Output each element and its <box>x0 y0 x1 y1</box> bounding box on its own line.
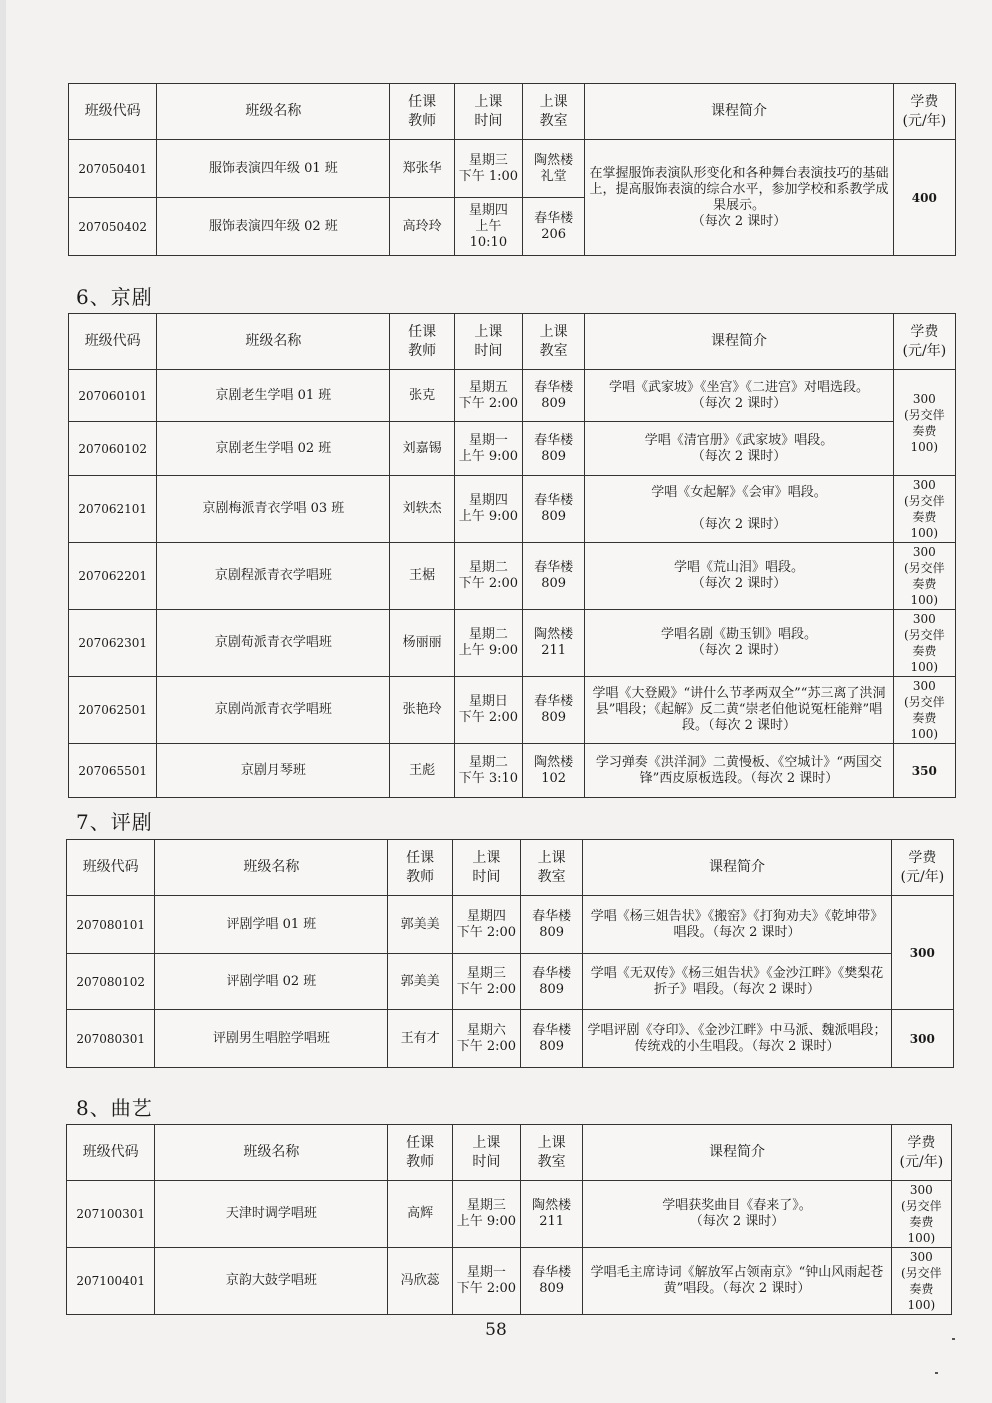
course-description: 学唱《无双传》《杨三姐告状》《金沙江畔》《樊梨花折子》唱段。（每次 2 课时） <box>583 954 891 1010</box>
class-name: 评剧学唱 01 班 <box>155 896 388 954</box>
teacher: 郭美美 <box>388 896 452 954</box>
class-name: 天津时调学唱班 <box>155 1181 388 1248</box>
class-name: 京剧尚派青衣学唱班 <box>157 677 390 744</box>
table-row <box>69 543 956 610</box>
tuition-fee: 300 (另交伴 奏费 100) <box>893 370 955 476</box>
course-description: 学唱名剧《勘玉钏》唱段。 （每次 2 课时） <box>585 610 893 677</box>
class-code: 207062201 <box>69 543 157 610</box>
classroom: 春华楼 809 <box>523 677 585 744</box>
class-code: 207080301 <box>67 1010 155 1068</box>
classroom: 春华楼 809 <box>521 1010 583 1068</box>
class-time: 星期二 上午 9:00 <box>454 610 522 677</box>
classroom: 春华楼 809 <box>523 370 585 422</box>
header-teacher: 任课 教师 <box>390 84 454 140</box>
header-code: 班级代码 <box>67 1125 155 1181</box>
teacher: 王有才 <box>388 1010 452 1068</box>
table-row <box>69 744 956 798</box>
classroom: 春华楼 809 <box>521 954 583 1010</box>
class-name: 京剧程派青衣学唱班 <box>157 543 390 610</box>
header-row <box>67 1125 952 1181</box>
classroom: 陶然楼 礼堂 <box>523 140 585 198</box>
header-room: 上课 教室 <box>521 840 583 896</box>
teacher: 张克 <box>390 370 454 422</box>
header-room: 上课 教室 <box>523 314 585 370</box>
class-time: 星期三 下午 2:00 <box>452 954 520 1010</box>
class-code: 207100401 <box>67 1248 155 1315</box>
teacher: 高辉 <box>388 1181 452 1248</box>
course-description: 学唱《清官册》《武家坡》唱段。 （每次 2 课时） <box>585 422 893 476</box>
class-time: 星期四 下午 2:00 <box>452 896 520 954</box>
scan-speck <box>935 1372 938 1374</box>
class-code: 207050402 <box>69 198 157 256</box>
class-name: 京剧月琴班 <box>157 744 390 798</box>
table-row <box>69 370 956 422</box>
header-name: 班级名称 <box>157 84 390 140</box>
header-fee: 学费 (元/年) <box>891 840 953 896</box>
header-teacher: 任课 教师 <box>390 314 454 370</box>
tuition-fee: 300 (另交伴 奏费 100) <box>891 1181 951 1248</box>
classroom: 春华楼 809 <box>523 476 585 543</box>
class-name: 服饰表演四年级 01 班 <box>157 140 390 198</box>
table-row <box>69 677 956 744</box>
class-code: 207060102 <box>69 422 157 476</box>
header-name: 班级名称 <box>155 840 388 896</box>
header-fee: 学费 (元/年) <box>893 84 955 140</box>
header-desc: 课程简介 <box>585 314 893 370</box>
header-row <box>67 840 954 896</box>
teacher: 高玲玲 <box>390 198 454 256</box>
course-description: 学习弹奏《洪洋洞》二黄慢板、《空城计》“两国交锋”西皮原板选段。（每次 2 课时） <box>585 744 893 798</box>
course-description: 在掌握服饰表演队形变化和各种舞台表演技巧的基础上，提高服饰表演的综合水平，参加学校和系教学成果展示。 （每次 2 课时） <box>585 140 893 256</box>
class-code: 207062101 <box>69 476 157 543</box>
table-quyi <box>66 1124 952 1315</box>
course-description: 学唱《大登殿》“讲什么节孝两双全”“苏三离了洪洞县”唱段；《起解》反二黄“崇老伯他说冤枉能辩”唱段。（每次 2 课时） <box>585 677 893 744</box>
table-row <box>69 422 956 476</box>
classroom: 春华楼 809 <box>523 422 585 476</box>
classroom: 春华楼 809 <box>521 1248 583 1315</box>
class-code: 207050401 <box>69 140 157 198</box>
classroom: 陶然楼 211 <box>521 1181 583 1248</box>
class-time: 星期二 下午 3:10 <box>454 744 522 798</box>
class-time: 星期三 上午 9:00 <box>452 1181 520 1248</box>
class-time: 星期六 下午 2:00 <box>452 1010 520 1068</box>
class-code: 207080101 <box>67 896 155 954</box>
teacher: 郭美美 <box>388 954 452 1010</box>
header-name: 班级名称 <box>155 1125 388 1181</box>
class-name: 京剧梅派青衣学唱 03 班 <box>157 476 390 543</box>
classroom: 春华楼 809 <box>523 543 585 610</box>
tuition-fee: 400 <box>893 140 955 256</box>
table-row <box>69 610 956 677</box>
header-time: 上课 时间 <box>452 1125 520 1181</box>
table-row <box>69 476 956 543</box>
classroom: 春华楼 809 <box>521 896 583 954</box>
class-time: 星期一 下午 2:00 <box>452 1248 520 1315</box>
header-desc: 课程简介 <box>583 1125 891 1181</box>
classroom: 陶然楼 102 <box>523 744 585 798</box>
table-row <box>67 1248 952 1315</box>
section-title-pingju: 7、评剧 <box>76 810 153 834</box>
tuition-fee: 350 <box>893 744 955 798</box>
course-description: 学唱获奖曲目《春来了》。 （每次 2 课时） <box>583 1181 891 1248</box>
table-pingju <box>66 839 954 1068</box>
table-row <box>67 954 954 1010</box>
class-code: 207100301 <box>67 1181 155 1248</box>
header-time: 上课 时间 <box>454 314 522 370</box>
table-row <box>67 1181 952 1248</box>
header-code: 班级代码 <box>67 840 155 896</box>
class-code: 207065501 <box>69 744 157 798</box>
teacher: 杨丽丽 <box>390 610 454 677</box>
class-name: 京剧老生学唱 02 班 <box>157 422 390 476</box>
teacher: 郑张华 <box>390 140 454 198</box>
class-time: 星期日 下午 2:00 <box>454 677 522 744</box>
class-time: 星期一 上午 9:00 <box>454 422 522 476</box>
class-name: 京剧荀派青衣学唱班 <box>157 610 390 677</box>
table-row <box>69 140 956 198</box>
tuition-fee: 300 (另交伴 奏费 100) <box>891 1248 951 1315</box>
tuition-fee: 300 <box>891 1010 953 1068</box>
header-desc: 课程简介 <box>583 840 891 896</box>
table-row <box>67 896 954 954</box>
tuition-fee: 300 (另交伴 奏费 100) <box>893 543 955 610</box>
course-description: 学唱《女起解》《会审》唱段。 （每次 2 课时） <box>585 476 893 543</box>
header-row <box>69 314 956 370</box>
class-time: 星期二 下午 2:00 <box>454 543 522 610</box>
teacher: 王椐 <box>390 543 454 610</box>
table-row <box>67 1010 954 1068</box>
class-time: 星期四 上午 10:10 <box>454 198 522 256</box>
course-description: 学唱毛主席诗词《解放军占领南京》“钟山风雨起苍黄”唱段。（每次 2 课时） <box>583 1248 891 1315</box>
tuition-fee: 300 <box>891 896 953 1010</box>
scan-speck <box>952 1338 955 1340</box>
header-name: 班级名称 <box>157 314 390 370</box>
classroom: 春华楼 206 <box>523 198 585 256</box>
classroom: 陶然楼 211 <box>523 610 585 677</box>
header-room: 上课 教室 <box>523 84 585 140</box>
header-teacher: 任课 教师 <box>388 1125 452 1181</box>
header-code: 班级代码 <box>69 314 157 370</box>
page-number: 58 <box>485 1320 507 1340</box>
header-room: 上课 教室 <box>521 1125 583 1181</box>
header-fee: 学费 (元/年) <box>891 1125 951 1181</box>
header-desc: 课程简介 <box>585 84 893 140</box>
class-name: 评剧学唱 02 班 <box>155 954 388 1010</box>
header-time: 上课 时间 <box>454 84 522 140</box>
course-description: 学唱《武家坡》《坐宫》《二进宫》对唱选段。 （每次 2 课时） <box>585 370 893 422</box>
header-time: 上课 时间 <box>452 840 520 896</box>
teacher: 张艳玲 <box>390 677 454 744</box>
class-time: 星期四 上午 9:00 <box>454 476 522 543</box>
section-title-quyi: 8、曲艺 <box>76 1096 153 1120</box>
class-name: 服饰表演四年级 02 班 <box>157 198 390 256</box>
class-name: 评剧男生唱腔学唱班 <box>155 1010 388 1068</box>
table-jingju <box>68 313 956 798</box>
class-code: 207060101 <box>69 370 157 422</box>
class-time: 星期三 下午 1:00 <box>454 140 522 198</box>
teacher: 冯欣蕊 <box>388 1248 452 1315</box>
class-code: 207062501 <box>69 677 157 744</box>
teacher: 王彪 <box>390 744 454 798</box>
class-name: 京剧老生学唱 01 班 <box>157 370 390 422</box>
tuition-fee: 300 (另交伴 奏费 100) <box>893 610 955 677</box>
section-title-jingju: 6、京剧 <box>76 285 153 309</box>
teacher: 刘嘉锡 <box>390 422 454 476</box>
course-description: 学唱《荒山泪》唱段。 （每次 2 课时） <box>585 543 893 610</box>
class-code: 207080102 <box>67 954 155 1010</box>
header-row <box>69 84 956 140</box>
table-fashion <box>68 83 956 256</box>
class-time: 星期五 下午 2:00 <box>454 370 522 422</box>
header-teacher: 任课 教师 <box>388 840 452 896</box>
course-description: 学唱评剧《夺印》、《金沙江畔》中马派、魏派唱段；传统戏的小生唱段。（每次 2 课时） <box>583 1010 891 1068</box>
teacher: 刘轶杰 <box>390 476 454 543</box>
tuition-fee: 300 (另交伴 奏费 100) <box>893 677 955 744</box>
course-description: 学唱《杨三姐告状》《搬窑》《打狗劝夫》《乾坤带》唱段。（每次 2 课时） <box>583 896 891 954</box>
tuition-fee: 300 (另交伴 奏费 100) <box>893 476 955 543</box>
header-code: 班级代码 <box>69 84 157 140</box>
header-fee: 学费 (元/年) <box>893 314 955 370</box>
class-code: 207062301 <box>69 610 157 677</box>
class-name: 京韵大鼓学唱班 <box>155 1248 388 1315</box>
